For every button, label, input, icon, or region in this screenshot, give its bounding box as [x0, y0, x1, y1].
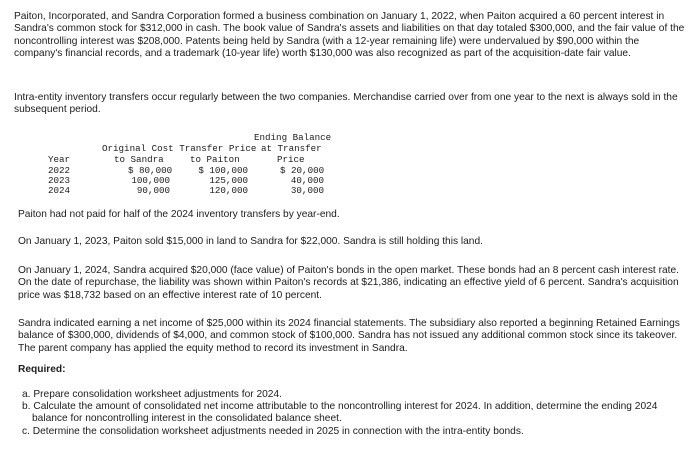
requirement-label: a.	[22, 389, 31, 400]
requirement-item	[18, 389, 688, 401]
table-cell-ending-balance: $ 20,000	[280, 165, 325, 176]
requirement-text: Prepare consolidation worksheet adjustments for 2024.	[33, 389, 282, 400]
intro-paragraph: Paiton, Incorporated, and Sandra Corporation formed a business combination on January 1, 2022, when Paiton acquired a 60 percent interest in Sandra's common stock for $312,000 in cash. The book value of Sandra's assets and liabilities on that day totaled $300,000, and the fair value of the noncontrolling interest was $208,000. Patents being held by Sandra (with a 12-year remaining life) were undervalued by $90,000 within the company's financial records, and a trademark (10-year life) worth $130,000 was also recognized as part of the acquisition-date fair value.	[14, 11, 685, 60]
transfers-intro-paragraph: Intra-entity inventory transfers occur regularly between the two companies. Merchandise carried over from one year to the next is always sold in the subsequent period.	[14, 92, 678, 116]
header-to-paiton: to Paiton	[190, 154, 240, 165]
requirement-label: b.	[22, 401, 31, 413]
table-cell-transfer-price: 120,000	[209, 185, 248, 196]
table-cell-cost: 90,000	[136, 185, 170, 196]
table-cell-ending-balance: 30,000	[290, 185, 324, 196]
header-price: Price	[277, 154, 305, 165]
requirements-list	[18, 389, 688, 438]
table-cell-transfer-price: 125,000	[209, 175, 248, 186]
table-cell-year: 2022	[48, 165, 71, 176]
table-cell-year: 2023	[48, 175, 71, 186]
header-year: Year	[48, 154, 71, 165]
header-ending-balance: Ending Balance	[254, 132, 332, 143]
table-cell-transfer-price: $ 100,000	[198, 165, 248, 176]
header-to-sandra: to Sandra	[114, 154, 164, 165]
bonds-note: On January 1, 2024, Sandra acquired $20,000 (face value) of Paiton's bonds in the open market. These bonds had an 8 percent cash interest rate. On the date of repurchase, the liability was shown within Paiton's records at $21,386, indicating an effective yield of 6 percent. Sandra's acquisition price was $18,732 based on an effective interest rate of 10 percent.	[18, 265, 679, 301]
header-transfer-price: Transfer Price	[179, 143, 257, 154]
land-note: On January 1, 2023, Paiton sold $15,000 in land to Sandra for $22,000. Sandra is still holding this land.	[18, 236, 483, 247]
header-at-transfer: at Transfer	[261, 143, 322, 154]
table-cell-year: 2024	[48, 185, 71, 196]
requirement-text: Calculate the amount of consolidated net income attributable to the noncontrolling interest for 2024. In addition, determine the ending 2024 balance for noncontrolling interest in the consolidated balance sheet.	[32, 401, 658, 425]
income-note: Sandra indicated earning a net income of $25,000 within its 2024 financial statements. The subsidiary also reported a beginning Retained Earnings balance of $300,000, dividends of $4,000, and common stock of $100,000. Sandra has not issued any additional common stock since its takeover. The parent company has applied the equity method to record its investment in Sandra.	[18, 318, 680, 354]
table-cell-cost: 100,000	[131, 175, 170, 186]
requirement-item	[18, 426, 688, 438]
payment-note: Paiton had not paid for half of the 2024 inventory transfers by year-end.	[18, 209, 340, 220]
required-heading: Required:	[18, 364, 66, 375]
header-original-cost-transfer-price	[102, 144, 256, 154]
requirement-item	[18, 401, 688, 425]
table-cell-cost: $ 80,000	[128, 165, 173, 176]
table-cell-ending-balance: 40,000	[290, 175, 324, 186]
requirement-label: c.	[22, 425, 30, 437]
header-original-cost: Original Cost	[102, 143, 174, 154]
requirement-text: Determine the consolidation worksheet adjustments needed in 2025 in connection with the intra-entity bonds.	[32, 425, 524, 437]
